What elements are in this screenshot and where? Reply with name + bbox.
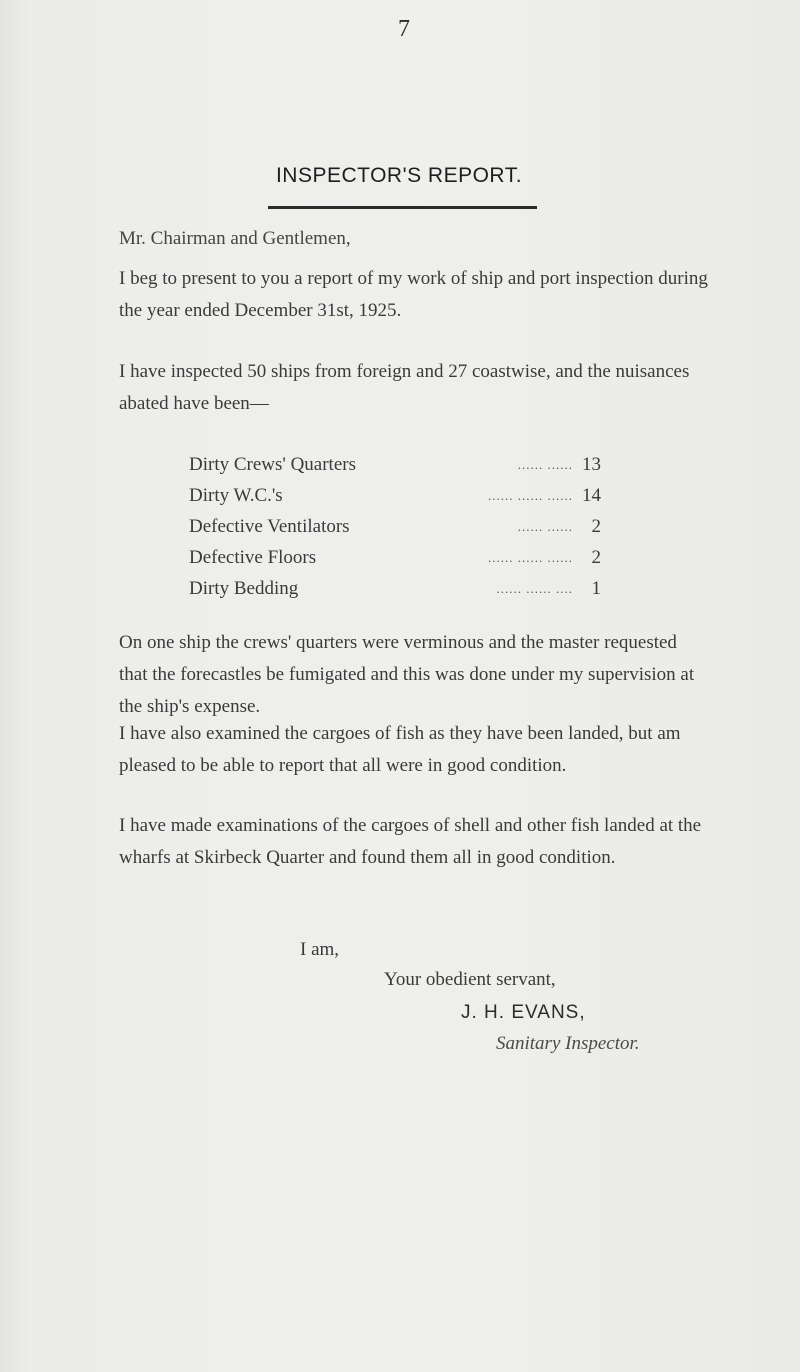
report-title: INSPECTOR'S REPORT. [275,164,523,187]
closing-line: I am, [300,939,340,960]
closing-valediction: Your obedient servant, [384,969,556,990]
paragraph-fish-cargoes: I have also examined the cargoes of fish as they have been landed, but am pleased to be able to report that all were in good condition. [119,723,681,776]
paragraph-verminous-quarters: On one ship the crews' quarters were verminous and the master requested that the forecastles be fumigated and this was done under my supervision at the ship's expense. [119,632,695,717]
leader-dots: ...... ...... [517,457,573,472]
nuisance-label: Dirty Crews' Quarters [189,454,356,475]
page-number: 7 [398,16,410,42]
nuisance-label: Defective Ventilators [189,516,350,537]
list-item [189,573,601,604]
paragraph-inspections: I have inspected 50 ships from foreign and 27 coastwise, and the nuisances abated have been— [119,361,690,414]
nuisance-list [189,449,601,604]
title-underline [268,206,537,209]
nuisance-label: Dirty Bedding [189,578,299,599]
paragraph-intro: I beg to present to you a report of my work of ship and port inspection during the year ended December 31st, 1925. [119,268,708,321]
nuisance-count: 13 [582,454,601,475]
paragraph-shell-fish: I have made examinations of the cargoes of shell and other fish landed at the wharfs at Skirbeck Quarter and found them all in good condition. [119,815,702,868]
nuisance-count: 2 [591,547,601,568]
leader-dots: ...... ...... [517,519,573,534]
list-item [189,511,601,542]
signature-name: J. H. EVANS, [461,1002,586,1023]
nuisance-label: Dirty W.C.'s [189,485,283,506]
leader-dots: ...... ...... ...... [488,488,573,503]
leader-dots: ...... ...... .... [496,581,573,596]
signature-role: Sanitary Inspector. [496,1033,640,1054]
list-item [189,542,601,573]
nuisance-count: 14 [582,485,601,506]
nuisance-count: 1 [591,578,601,599]
list-item [189,480,601,511]
leader-dots: ...... ...... ...... [488,550,573,565]
nuisance-count: 2 [591,516,601,537]
list-item [189,449,601,480]
nuisance-label: Defective Floors [189,547,317,568]
salutation: Mr. Chairman and Gentlemen, [119,228,351,249]
